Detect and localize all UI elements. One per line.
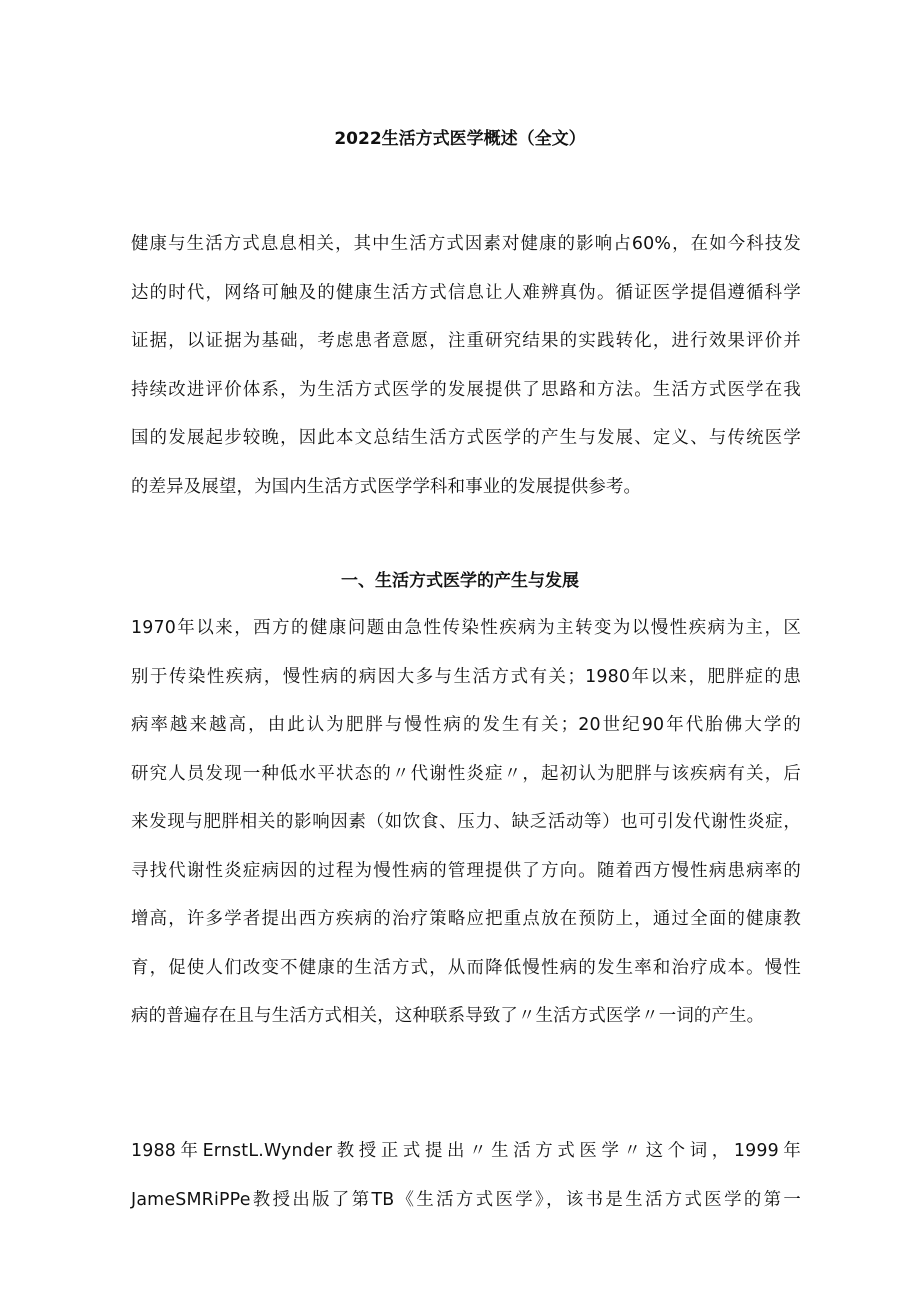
section1-paragraph-1 (131, 604, 801, 1041)
text-line: 别于传染性疾病，慢性病的病因大多与生活方式有关；1980年以来，肥胖症的患 (131, 666, 801, 687)
section1-paragraph-2 (131, 1127, 801, 1224)
text-line: 研究人员发现一种低水平状态的〃代谢性炎症〃，起初认为肥胖与该疾病有关，后 (131, 763, 801, 784)
text-line: 的差异及展望，为国内生活方式医学学科和事业的发展提供参考。 (131, 476, 642, 497)
text-line: 育，促使人们改变不健康的生活方式，从而降低慢性病的发生率和治疗成本。慢性 (131, 957, 801, 978)
intro-paragraph (131, 220, 801, 511)
text-line: 寻找代谢性炎症病因的过程为慢性病的管理提供了方向。随着西方慢性病患病率的 (131, 860, 801, 881)
document-title: 2022生活方式医学概述（全文） (334, 129, 586, 149)
text-line: 健康与生活方式息息相关，其中生活方式因素对健康的影响占60%，在如今科技发 (131, 234, 801, 254)
text-line: 病率越来越高，由此认为肥胖与慢性病的发生有关；20世纪90年代胎佛大学的 (131, 715, 801, 735)
text-line: 来发现与肥胖相关的影响因素（如饮食、压力、缺乏活动等）也可引发代谢性炎症， (131, 812, 801, 832)
text-line: JameSMRiPPe教授出版了第TB《生活方式医学》，该书是生活方式医学的第一 (131, 1189, 801, 1210)
text-line: 1988年ErnstL.Wynder教授正式提出〃生活方式医学〃这个词，1999年 (131, 1141, 801, 1161)
text-line: 达的时代，网络可触及的健康生活方式信息让人难辨真伪。循证医学提倡遵循科学 (131, 282, 801, 303)
section-heading: 一、生活方式医学的产生与发展 (341, 571, 579, 591)
text-line: 1970年以来，西方的健康问题由急性传染性疾病为主转变为以慢性疾病为主，区 (131, 618, 801, 638)
text-line: 病的普遍存在且与生活方式相关，这种联系导致了〃生活方式医学〃一词的产生。 (131, 1006, 765, 1026)
text-line: 证据，以证据为基础，考虑患者意愿，注重研究结果的实践转化，进行效果评价并 (131, 331, 801, 351)
text-line: 国的发展起步较晚，因此本文总结生活方式医学的产生与发展、定义、与传统医学 (131, 428, 801, 448)
text-line: 增高，许多学者提出西方疾病的治疗策略应把重点放在预防上，通过全面的健康教 (131, 909, 801, 929)
text-line: 持续改进评价体系，为生活方式医学的发展提供了思路和方法。生活方式医学在我 (131, 379, 801, 400)
